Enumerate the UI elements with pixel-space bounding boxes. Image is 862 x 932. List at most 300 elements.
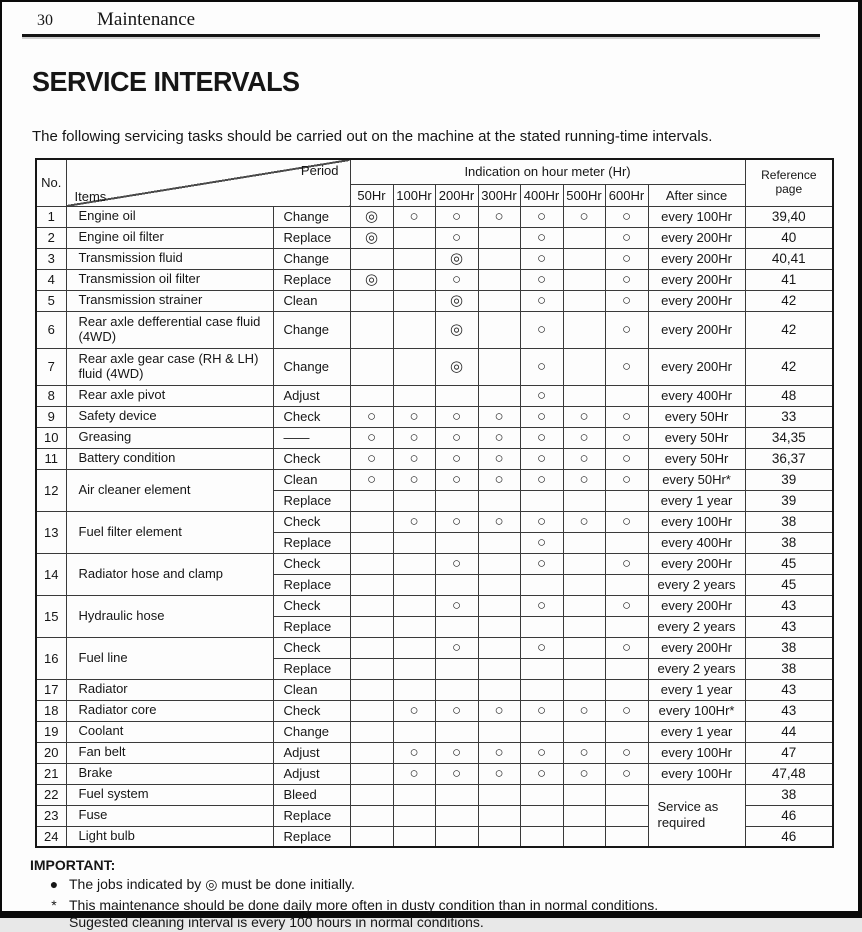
interval-mark <box>563 658 605 679</box>
reference-page-value: 38 <box>745 511 833 532</box>
interval-mark <box>435 721 478 742</box>
interval-mark: ○ <box>520 469 563 490</box>
interval-mark <box>605 826 648 847</box>
interval-mark: ○ <box>478 448 520 469</box>
interval-mark: ○ <box>563 406 605 427</box>
note-line-1: This maintenance should be done daily more often in dusty condition than in normal conditions. <box>69 896 659 913</box>
interval-mark: ○ <box>605 511 648 532</box>
action-label: Clean <box>273 290 350 311</box>
interval-mark <box>605 679 648 700</box>
interval-mark <box>350 742 393 763</box>
interval-mark: ○ <box>435 406 478 427</box>
after-since-value: every 50Hr <box>648 427 745 448</box>
after-since-value: every 200Hr <box>648 637 745 658</box>
interval-mark: ○ <box>563 448 605 469</box>
interval-mark: ○ <box>393 742 435 763</box>
interval-mark <box>435 826 478 847</box>
after-since-value: every 200Hr <box>648 348 745 385</box>
interval-mark <box>605 574 648 595</box>
interval-mark: ○ <box>605 742 648 763</box>
interval-mark <box>393 784 435 805</box>
interval-mark <box>393 637 435 658</box>
action-label: Check <box>273 637 350 658</box>
table-row <box>36 763 833 784</box>
after-since-value: every 100Hr* <box>648 700 745 721</box>
interval-mark: ○ <box>435 742 478 763</box>
interval-mark: ○ <box>605 700 648 721</box>
interval-mark <box>350 637 393 658</box>
table-row <box>36 427 833 448</box>
interval-mark <box>478 269 520 290</box>
item-name: Fuel system <box>66 784 273 805</box>
action-label: Check <box>273 448 350 469</box>
interval-mark: ◎ <box>350 227 393 248</box>
interval-mark: ○ <box>435 448 478 469</box>
reference-page-value: 48 <box>745 385 833 406</box>
interval-mark <box>435 574 478 595</box>
important-notes <box>30 857 858 932</box>
item-name: Hydraulic hose <box>66 595 273 637</box>
row-number: 24 <box>36 826 66 847</box>
interval-mark: ○ <box>520 532 563 553</box>
row-number: 3 <box>36 248 66 269</box>
interval-mark <box>605 721 648 742</box>
item-name: Battery condition <box>66 448 273 469</box>
table-row <box>36 595 833 616</box>
service-table-body <box>36 206 833 847</box>
item-name: Radiator hose and clamp <box>66 553 273 595</box>
interval-mark <box>520 490 563 511</box>
after-since-value: every 200Hr <box>648 311 745 348</box>
interval-mark: ○ <box>393 427 435 448</box>
interval-mark: ○ <box>350 427 393 448</box>
action-label: Replace <box>273 490 350 511</box>
reference-page-value: 43 <box>745 700 833 721</box>
reference-page-value: 43 <box>745 679 833 700</box>
action-label: Change <box>273 348 350 385</box>
interval-mark <box>520 826 563 847</box>
interval-mark <box>350 595 393 616</box>
action-label: Replace <box>273 826 350 847</box>
interval-mark: ○ <box>520 553 563 574</box>
interval-mark <box>478 721 520 742</box>
interval-mark <box>435 805 478 826</box>
interval-mark: ◎ <box>435 311 478 348</box>
after-since-value: every 2 years <box>648 658 745 679</box>
action-label: Check <box>273 406 350 427</box>
column-header-400hr: 400Hr <box>520 184 563 206</box>
interval-mark <box>520 574 563 595</box>
interval-mark: ○ <box>520 763 563 784</box>
action-label: Replace <box>273 227 350 248</box>
row-number: 20 <box>36 742 66 763</box>
row-number: 18 <box>36 700 66 721</box>
reference-page-value: 38 <box>745 658 833 679</box>
row-number: 19 <box>36 721 66 742</box>
reference-page-value: 34,35 <box>745 427 833 448</box>
interval-mark: ○ <box>605 427 648 448</box>
interval-mark <box>478 490 520 511</box>
table-row <box>36 385 833 406</box>
column-header-500hr: 500Hr <box>563 184 605 206</box>
interval-mark: ○ <box>478 406 520 427</box>
column-header-after-since: After since <box>648 184 745 206</box>
interval-mark: ○ <box>393 469 435 490</box>
row-number: 15 <box>36 595 66 637</box>
interval-mark <box>435 616 478 637</box>
page-number: 30 <box>37 12 53 29</box>
interval-mark: ○ <box>605 248 648 269</box>
row-number: 9 <box>36 406 66 427</box>
interval-mark <box>350 700 393 721</box>
row-number: 12 <box>36 469 66 511</box>
interval-mark <box>563 637 605 658</box>
interval-mark <box>563 616 605 637</box>
reference-page-value: 36,37 <box>745 448 833 469</box>
after-since-value: every 200Hr <box>648 269 745 290</box>
reference-page-value: 42 <box>745 311 833 348</box>
item-name: Engine oil filter <box>66 227 273 248</box>
interval-mark: ○ <box>350 406 393 427</box>
table-row <box>36 406 833 427</box>
interval-mark: ○ <box>605 227 648 248</box>
interval-mark: ○ <box>520 511 563 532</box>
action-label: Replace <box>273 532 350 553</box>
interval-mark: ○ <box>520 406 563 427</box>
table-row <box>36 742 833 763</box>
interval-mark <box>350 248 393 269</box>
interval-mark <box>563 805 605 826</box>
interval-mark: ○ <box>393 511 435 532</box>
row-number: 17 <box>36 679 66 700</box>
interval-mark <box>563 311 605 348</box>
interval-mark: ○ <box>478 742 520 763</box>
action-label: Change <box>273 311 350 348</box>
reference-page-value: 39,40 <box>745 206 833 227</box>
after-since-value: every 1 year <box>648 490 745 511</box>
interval-mark <box>350 805 393 826</box>
interval-mark <box>393 348 435 385</box>
column-header-reference: Reference page <box>745 159 833 206</box>
table-row <box>36 448 833 469</box>
table-row <box>36 311 833 348</box>
after-since-value: every 2 years <box>648 574 745 595</box>
interval-mark: ○ <box>563 763 605 784</box>
interval-mark <box>393 595 435 616</box>
interval-mark: ○ <box>435 227 478 248</box>
interval-mark: ○ <box>350 448 393 469</box>
interval-mark <box>350 511 393 532</box>
item-name: Radiator <box>66 679 273 700</box>
after-since-value: every 400Hr <box>648 532 745 553</box>
interval-mark: ◎ <box>435 290 478 311</box>
after-since-value: every 1 year <box>648 679 745 700</box>
item-name: Fuel filter element <box>66 511 273 553</box>
action-label: Check <box>273 553 350 574</box>
after-since-value: every 50Hr* <box>648 469 745 490</box>
table-row <box>36 511 833 532</box>
interval-mark <box>350 763 393 784</box>
interval-mark: ○ <box>393 763 435 784</box>
interval-mark <box>478 679 520 700</box>
row-number: 10 <box>36 427 66 448</box>
asterisk-icon: * <box>51 896 57 913</box>
item-name: Fuse <box>66 805 273 826</box>
interval-mark <box>478 227 520 248</box>
period-label: Period <box>300 163 339 178</box>
reference-page-value: 40,41 <box>745 248 833 269</box>
row-number: 2 <box>36 227 66 248</box>
item-name: Greasing <box>66 427 273 448</box>
interval-mark <box>393 721 435 742</box>
interval-mark <box>520 784 563 805</box>
interval-mark: ○ <box>520 206 563 227</box>
interval-mark: ○ <box>478 700 520 721</box>
running-header <box>37 9 858 31</box>
interval-mark: ○ <box>605 595 648 616</box>
row-number: 7 <box>36 348 66 385</box>
interval-mark: ◎ <box>435 248 478 269</box>
interval-mark <box>478 658 520 679</box>
interval-mark: ○ <box>393 406 435 427</box>
interval-mark <box>563 553 605 574</box>
after-since-value: every 100Hr <box>648 206 745 227</box>
table-row <box>36 290 833 311</box>
table-row <box>36 679 833 700</box>
column-header-no: No. <box>36 159 66 206</box>
interval-mark <box>563 532 605 553</box>
table-row <box>36 637 833 658</box>
reference-page-value: 40 <box>745 227 833 248</box>
interval-mark <box>393 805 435 826</box>
row-number: 6 <box>36 311 66 348</box>
interval-mark: ○ <box>520 311 563 348</box>
interval-mark <box>563 595 605 616</box>
interval-mark: ○ <box>478 206 520 227</box>
action-label: —— <box>273 427 350 448</box>
interval-mark: ○ <box>605 763 648 784</box>
action-label: Replace <box>273 269 350 290</box>
reference-page-value: 46 <box>745 805 833 826</box>
reference-page-value: 43 <box>745 595 833 616</box>
row-number: 16 <box>36 637 66 679</box>
interval-mark: ○ <box>435 469 478 490</box>
reference-page-value: 45 <box>745 553 833 574</box>
section-title: Maintenance <box>97 9 196 30</box>
interval-mark <box>393 679 435 700</box>
item-name: Brake <box>66 763 273 784</box>
interval-mark <box>393 553 435 574</box>
reference-page-value: 38 <box>745 637 833 658</box>
service-intervals-table <box>35 158 834 848</box>
interval-mark: ○ <box>520 385 563 406</box>
reference-page-value: 42 <box>745 290 833 311</box>
interval-mark <box>393 311 435 348</box>
interval-mark <box>435 784 478 805</box>
interval-mark <box>605 490 648 511</box>
interval-mark <box>393 658 435 679</box>
interval-mark <box>605 805 648 826</box>
after-since-value: every 100Hr <box>648 742 745 763</box>
after-since-value: every 50Hr <box>648 448 745 469</box>
reference-page-value: 42 <box>745 348 833 385</box>
item-name: Rear axle pivot <box>66 385 273 406</box>
interval-mark <box>563 248 605 269</box>
row-number: 1 <box>36 206 66 227</box>
interval-mark <box>478 805 520 826</box>
interval-mark <box>350 290 393 311</box>
interval-mark: ○ <box>393 206 435 227</box>
item-name: Transmission oil filter <box>66 269 273 290</box>
interval-mark <box>435 532 478 553</box>
item-name: Rear axle defferential case fluid (4WD) <box>66 311 273 348</box>
reference-page-value: 38 <box>745 784 833 805</box>
interval-mark <box>350 348 393 385</box>
interval-mark <box>478 574 520 595</box>
row-number: 5 <box>36 290 66 311</box>
reference-page-value: 45 <box>745 574 833 595</box>
item-name: Fuel line <box>66 637 273 679</box>
interval-mark <box>478 385 520 406</box>
reference-page-value: 41 <box>745 269 833 290</box>
reference-page-value: 44 <box>745 721 833 742</box>
interval-mark <box>478 784 520 805</box>
interval-mark: ○ <box>435 595 478 616</box>
interval-mark <box>563 574 605 595</box>
note-text <box>69 897 658 932</box>
interval-mark <box>605 385 648 406</box>
interval-mark: ◎ <box>435 348 478 385</box>
interval-mark <box>435 679 478 700</box>
table-header <box>36 159 833 206</box>
interval-mark: ○ <box>478 427 520 448</box>
interval-mark <box>350 574 393 595</box>
header-rule <box>22 34 820 37</box>
interval-mark <box>393 574 435 595</box>
item-name: Transmission strainer <box>66 290 273 311</box>
interval-mark: ◎ <box>350 206 393 227</box>
interval-mark <box>563 227 605 248</box>
table-row <box>36 248 833 269</box>
after-since-value: every 2 years <box>648 616 745 637</box>
action-label: Bleed <box>273 784 350 805</box>
interval-mark: ○ <box>605 206 648 227</box>
interval-mark: ○ <box>605 269 648 290</box>
action-label: Replace <box>273 805 350 826</box>
interval-mark: ○ <box>520 700 563 721</box>
interval-mark: ○ <box>563 742 605 763</box>
action-label: Adjust <box>273 763 350 784</box>
interval-mark: ○ <box>478 469 520 490</box>
item-name: Safety device <box>66 406 273 427</box>
note-initial-jobs <box>30 876 858 894</box>
column-header-indication: Indication on hour meter (Hr) <box>350 159 745 184</box>
interval-mark: ○ <box>563 427 605 448</box>
interval-mark <box>350 553 393 574</box>
interval-mark <box>393 248 435 269</box>
interval-mark: ○ <box>435 553 478 574</box>
interval-mark <box>393 826 435 847</box>
interval-mark <box>478 553 520 574</box>
note-text: The jobs indicated by ◎ must be done initially. <box>69 876 355 892</box>
bullet-icon: ● <box>49 876 59 892</box>
row-number: 14 <box>36 553 66 595</box>
interval-mark <box>478 248 520 269</box>
important-heading: IMPORTANT: <box>30 857 116 873</box>
interval-mark: ○ <box>563 469 605 490</box>
interval-mark <box>435 490 478 511</box>
after-since-value: every 200Hr <box>648 227 745 248</box>
interval-mark <box>350 784 393 805</box>
action-label: Clean <box>273 469 350 490</box>
interval-mark: ○ <box>520 427 563 448</box>
interval-mark: ○ <box>605 290 648 311</box>
interval-mark: ○ <box>520 595 563 616</box>
row-number: 22 <box>36 784 66 805</box>
interval-mark: ○ <box>520 448 563 469</box>
interval-mark: ○ <box>605 448 648 469</box>
action-label: Replace <box>273 616 350 637</box>
row-number: 23 <box>36 805 66 826</box>
interval-mark <box>350 311 393 348</box>
interval-mark <box>605 616 648 637</box>
interval-mark: ○ <box>605 637 648 658</box>
interval-mark: ○ <box>605 553 648 574</box>
interval-mark: ○ <box>435 763 478 784</box>
interval-mark <box>435 658 478 679</box>
interval-mark <box>563 269 605 290</box>
after-since-value: every 50Hr <box>648 406 745 427</box>
interval-mark: ○ <box>605 348 648 385</box>
page-title: SERVICE INTERVALS <box>32 66 300 98</box>
interval-mark <box>478 290 520 311</box>
reference-page-value: 33 <box>745 406 833 427</box>
interval-mark: ○ <box>435 206 478 227</box>
items-label: Items <box>74 188 107 204</box>
table-row <box>36 348 833 385</box>
interval-mark <box>520 721 563 742</box>
interval-mark <box>563 490 605 511</box>
interval-mark <box>563 784 605 805</box>
action-label: Replace <box>273 574 350 595</box>
interval-mark: ○ <box>393 700 435 721</box>
item-name: Coolant <box>66 721 273 742</box>
interval-mark <box>520 616 563 637</box>
interval-mark <box>393 616 435 637</box>
reference-page-value: 39 <box>745 490 833 511</box>
row-number: 8 <box>36 385 66 406</box>
item-name: Transmission fluid <box>66 248 273 269</box>
interval-mark <box>350 721 393 742</box>
interval-mark: ○ <box>605 406 648 427</box>
interval-mark: ○ <box>520 637 563 658</box>
action-label: Adjust <box>273 742 350 763</box>
table-row <box>36 784 833 805</box>
interval-mark <box>563 290 605 311</box>
interval-mark: ○ <box>563 700 605 721</box>
table-row <box>36 269 833 290</box>
interval-mark <box>478 348 520 385</box>
reference-page-value: 43 <box>745 616 833 637</box>
interval-mark: ○ <box>520 742 563 763</box>
interval-mark <box>478 532 520 553</box>
column-header-items-period <box>66 159 350 206</box>
interval-mark: ○ <box>563 511 605 532</box>
interval-mark <box>393 290 435 311</box>
action-label: Clean <box>273 679 350 700</box>
interval-mark <box>478 616 520 637</box>
row-number: 13 <box>36 511 66 553</box>
